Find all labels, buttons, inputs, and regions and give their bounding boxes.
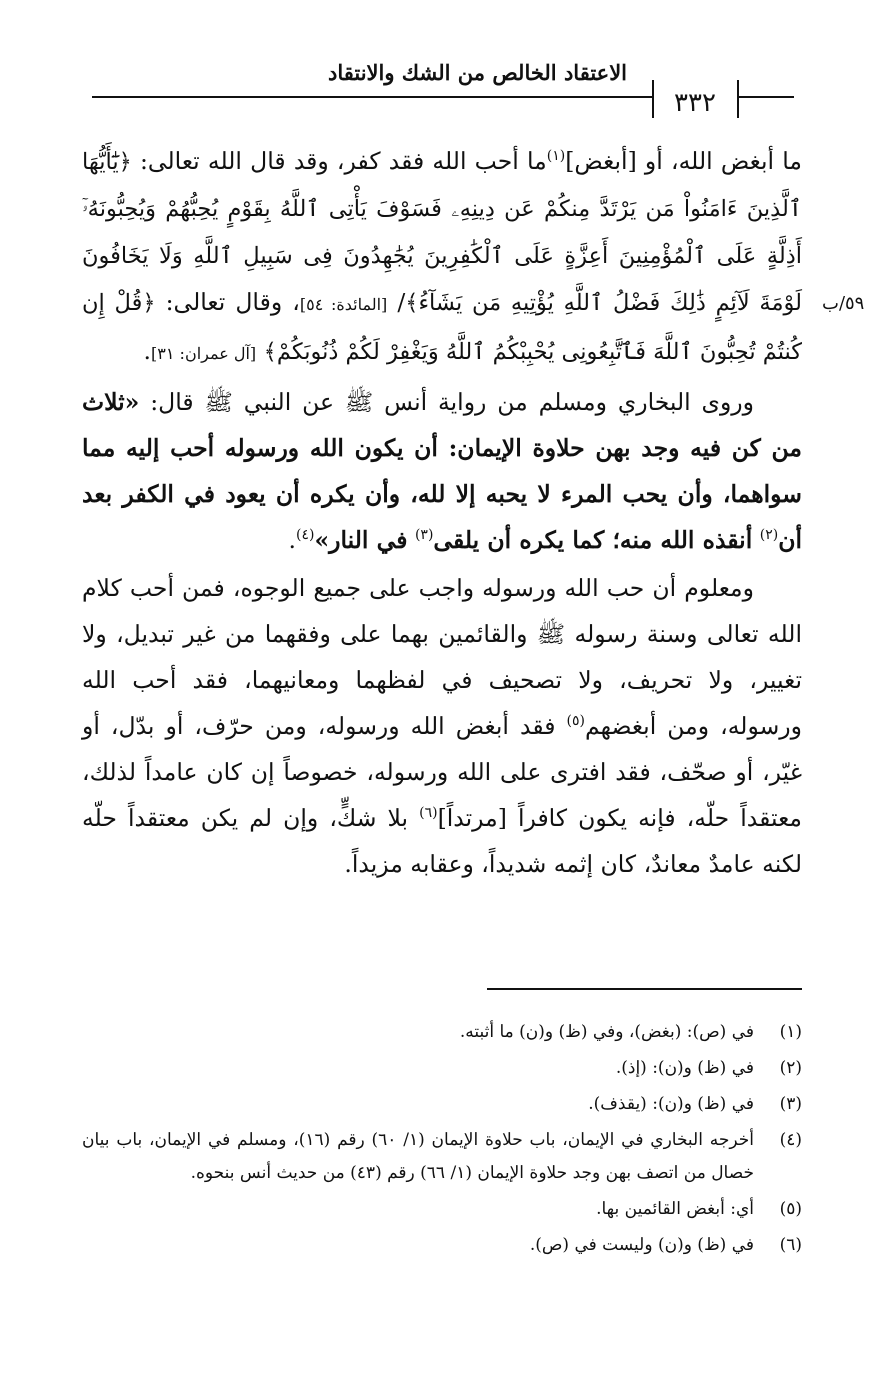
quran-verse: ﴿قُلْ إِن كُنتُمْ تُحِبُّونَ ٱللَّهَ فَٱتَّبِعُونِى يُحْبِبْكُمُ ٱللَّهُ وَيَغْفِرْ لَكُمْ ذُنُوبَكُمْ﴾ [82, 290, 802, 365]
footnote-ref[interactable]: (٦) [419, 805, 438, 822]
body-text: ما أبغض الله، أو [أبغض] [565, 147, 802, 175]
footnote-item [82, 1016, 802, 1049]
body-text: . [143, 337, 152, 365]
paragraph [82, 565, 802, 887]
quran-verse: ﴿يَٰٓأَيُّهَا ٱلَّذِينَ ءَامَنُواْ مَن يَرْتَدَّ مِنكُمْ عَن دِينِهِۦ فَسَوْفَ يَأْتِى ٱللَّهُ بِقَوْمٍ يُحِبُّهُمْ وَيُحِبُّونَهُۥٓ أَذِلَّةٍ عَلَى ٱلْمُؤْمِنِينَ أَعِزَّةٍ عَلَى ٱلْكَٰفِرِينَ يُجَٰهِدُونَ فِى سَبِيلِ ٱللَّهِ وَلَا يَخَافُونَ لَوْمَةَ لَآئِمٍ ذَٰلِكَ فَضْلُ ٱللَّهِ يُؤْتِيهِ مَن يَشَآءُ﴾ [82, 149, 803, 316]
footnote-item [82, 1124, 802, 1190]
hadith-text: أنقذه الله منه؛ كما يكره أن يلقى [433, 526, 753, 554]
footnote-text: في (ص): (بغض)، وفي (ظ) و(ن) ما أثبته. [459, 1022, 754, 1042]
footnote-ref[interactable]: (٣) [414, 527, 434, 544]
footnote-ref[interactable]: (٥) [566, 713, 585, 730]
footnote-number: (١) [779, 1022, 802, 1042]
footnote-text: في (ظ) و(ن): (إذ). [615, 1058, 754, 1078]
verse-citation: [آل عمران: ٣١] [151, 344, 257, 363]
verse-citation: [المائدة: ٥٤] [299, 295, 388, 314]
paragraph [82, 138, 802, 377]
header-divider [652, 80, 654, 118]
footnote-item [82, 1193, 802, 1226]
hadith-text: في النار» [314, 526, 408, 554]
footnote-number: (٤) [779, 1130, 802, 1150]
footnote-ref[interactable]: (٢) [759, 527, 779, 544]
page-number: ٣٣٢ [674, 88, 716, 118]
body-text: ، وقال تعالى: [165, 288, 300, 316]
footnotes [82, 1016, 802, 1265]
hadith-text: «ثلاث من كن فيه وجد بهن حلاوة الإيمان: أن يكون الله ورسوله أحب إليه مما سواهما، وأن يحب المرء لا يحبه إلا لله، وأن يكره أن يعود في الكفر بعد أن [82, 388, 802, 554]
footnote-number: (٢) [779, 1058, 802, 1078]
paragraph [82, 379, 802, 563]
footnote-number: (٣) [779, 1094, 802, 1114]
footnote-text: أخرجه البخاري في الإيمان، باب حلاوة الإيمان (١/ ٦٠) رقم (١٦)، ومسلم في الإيمان، باب بيان خصال من اتصف بهن وجد حلاوة الإيمان (١/ ٦٦) رقم (٤٣) من حديث أنس بنحوه. [82, 1130, 754, 1183]
footnote-ref[interactable]: (١) [546, 148, 566, 165]
body-text: فقد أبغض الله ورسوله، ومن حرّف، أو بدّل، أو غيّر، أو صحّف، فقد افترى على الله ورسوله، خصوصاً إن كان عامداً لذلك، معتقداً حلّه، فإنه يكون كافراً [مرتداً] [82, 712, 802, 832]
header-rule [738, 96, 794, 98]
footnote-item [82, 1229, 802, 1262]
footnote-text: أي: أبغض القائمين بها. [596, 1199, 754, 1219]
body-text: ما أحب الله فقد كفر، وقد قال الله تعالى: [140, 147, 547, 175]
footnote-number: (٦) [779, 1235, 802, 1255]
body-text: / [397, 288, 406, 316]
body-text: ومعلوم أن حب الله ورسوله واجب على جميع الوجوه، فمن أحب كلام الله تعالى وسنة رسوله ﷺ والقائمين بهما على وفقهما من غير تبديل، ولا تغيير، ولا تحريف، ولا تصحيف في لفظهما ومعانيهما، فقد أحب الله ورسوله، ومن أبغضهم [82, 574, 802, 740]
body-text: بلا شكٍّ، وإن لم يكن معتقداً حلّه لكنه عامدٌ معاندٌ، كان إثمه شديداً، وعقابه مزيداً. [82, 804, 802, 878]
header-divider [737, 80, 739, 118]
footnote-item [82, 1088, 802, 1121]
header-rule [92, 96, 652, 98]
body-text: وروى البخاري ومسلم من رواية أنس ﷺ عن النبي ﷺ قال: [150, 388, 754, 416]
footnote-item [82, 1052, 802, 1085]
footnote-separator [487, 988, 802, 990]
footnote-number: (٥) [779, 1199, 802, 1219]
body-text: . [288, 526, 297, 554]
manuscript-folio-marker: ٥٩/ب [822, 293, 865, 314]
footnote-text: في (ظ) و(ن) وليست في (ص). [529, 1235, 754, 1255]
running-header-title: الاعتقاد الخالص من الشك والانتقاد [327, 60, 627, 85]
footnote-text: في (ظ) و(ن): (يقذف). [588, 1094, 754, 1114]
main-text [82, 138, 802, 889]
footnote-ref[interactable]: (٤) [296, 527, 315, 544]
